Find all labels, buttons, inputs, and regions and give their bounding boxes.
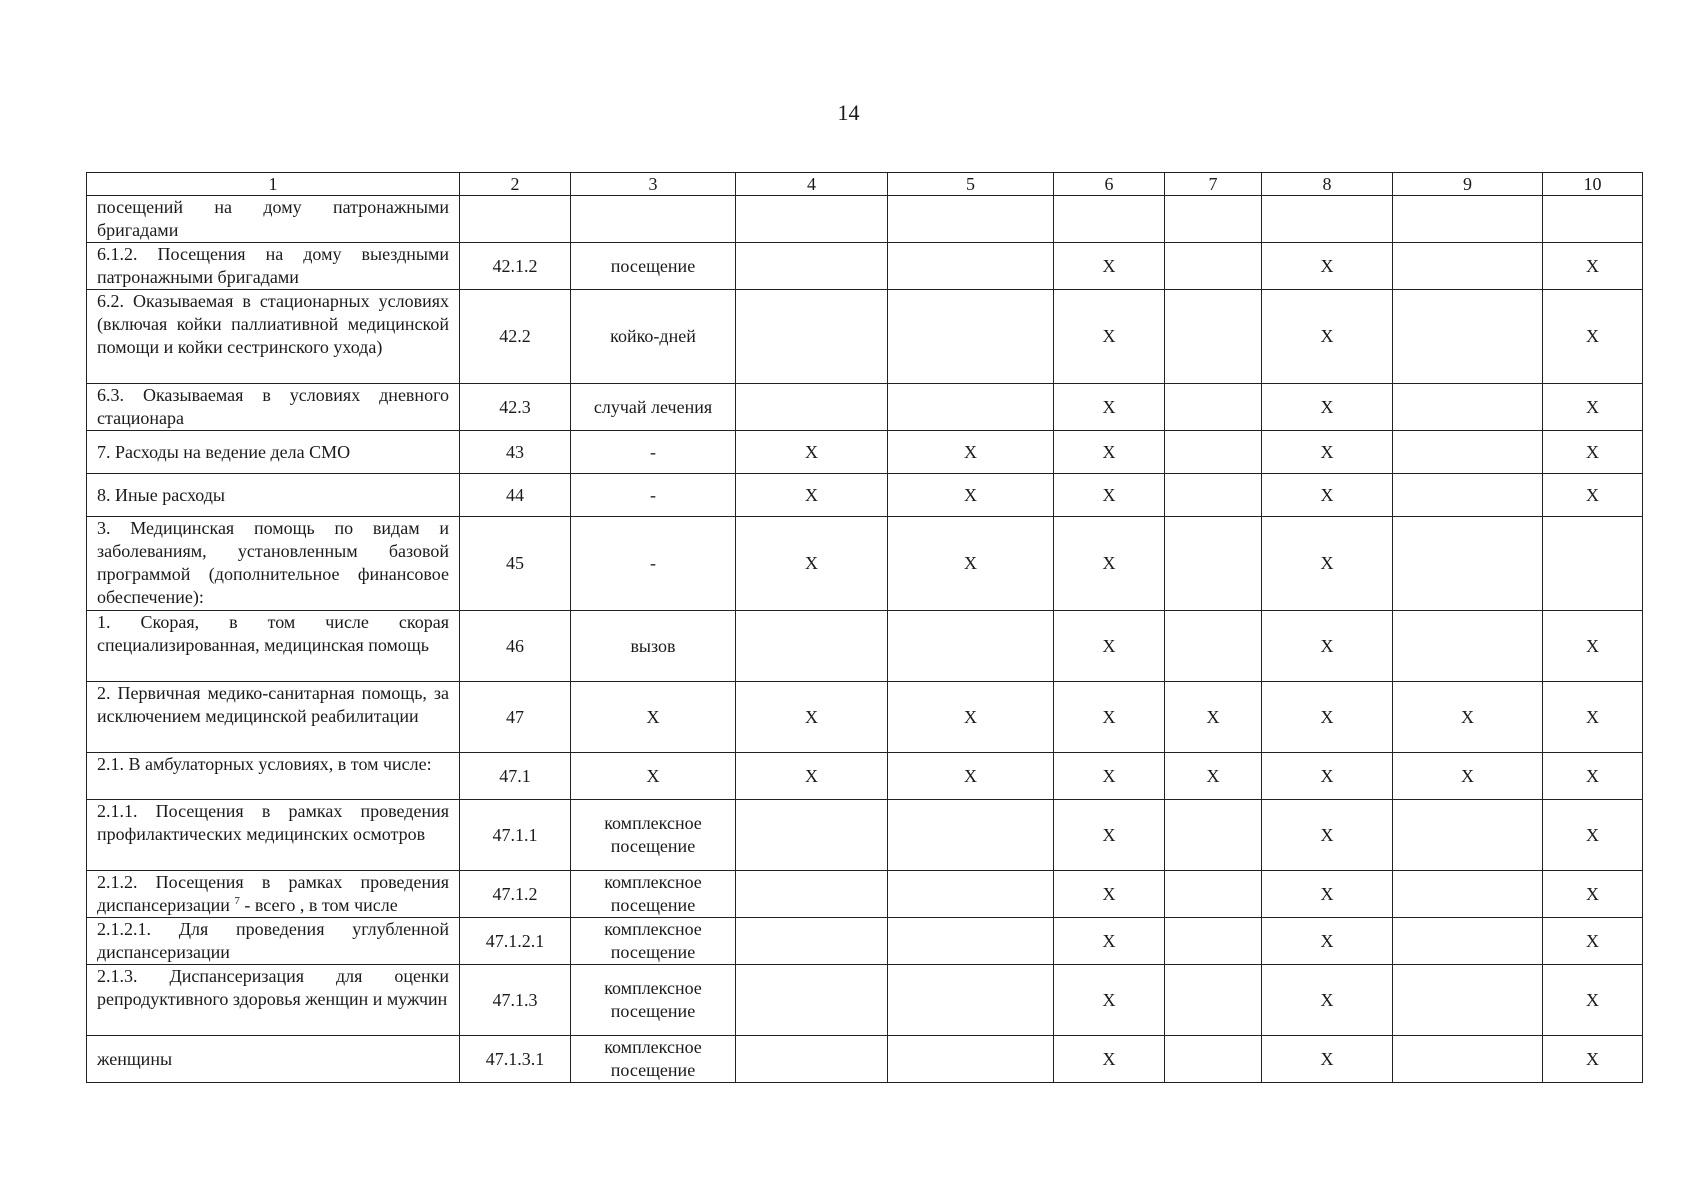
cell-col-6 (1054, 196, 1165, 243)
table-row (87, 243, 1643, 290)
row-code: 47 (460, 682, 571, 753)
row-description-text: 2.1.2. Посещения в рамках проведения диспансеризации (97, 872, 449, 915)
cell-col-9 (1393, 431, 1543, 474)
cell-col-5: Х (888, 753, 1054, 800)
row-unit: Х (571, 682, 736, 753)
cell-col-6: Х (1054, 753, 1165, 800)
row-code: 47.1.3 (460, 965, 571, 1036)
cell-col-7 (1165, 431, 1262, 474)
column-header: 1 (87, 173, 460, 196)
row-description: посещений на дому патронажными бригадами (87, 196, 460, 243)
cell-col-7 (1165, 290, 1262, 384)
cell-col-4: Х (736, 474, 888, 517)
cell-col-6: Х (1054, 918, 1165, 965)
cell-col-6: Х (1054, 290, 1165, 384)
cell-col-4: Х (736, 682, 888, 753)
row-description: 2.1.1. Посещения в рамках проведения профилактических медицинских осмотров (87, 800, 460, 871)
page-number: 14 (837, 100, 860, 125)
cell-col-7: Х (1165, 682, 1262, 753)
cell-col-8: Х (1262, 431, 1393, 474)
cell-col-6: Х (1054, 1036, 1165, 1083)
cell-col-8: Х (1262, 384, 1393, 431)
row-description: 8. Иные расходы (87, 474, 460, 517)
cell-col-5 (888, 871, 1054, 918)
row-code: 47.1.2.1 (460, 918, 571, 965)
cell-col-10: Х (1543, 384, 1643, 431)
column-header: 4 (736, 173, 888, 196)
row-code: 47.1 (460, 753, 571, 800)
cell-col-6: Х (1054, 384, 1165, 431)
cell-col-4: Х (736, 753, 888, 800)
cell-col-8: Х (1262, 290, 1393, 384)
cell-col-7 (1165, 611, 1262, 682)
cell-col-6: Х (1054, 965, 1165, 1036)
cell-col-4 (736, 243, 888, 290)
cell-col-10: Х (1543, 243, 1643, 290)
cell-col-10: Х (1543, 871, 1643, 918)
cell-col-4 (736, 918, 888, 965)
cell-col-5 (888, 1036, 1054, 1083)
cell-col-8: Х (1262, 965, 1393, 1036)
cell-col-4 (736, 384, 888, 431)
row-description: 2. Первичная медико-санитарная помощь, за исключением медицинской реабилитации (87, 682, 460, 753)
cell-col-4 (736, 800, 888, 871)
column-header: 7 (1165, 173, 1262, 196)
cell-col-7 (1165, 1036, 1262, 1083)
table-row (87, 431, 1643, 474)
row-description: 3. Медицинская помощь по видам и заболеваниям, установленным базовой программой (дополнительное финансовое обеспечение): (87, 517, 460, 611)
cell-col-10: Х (1543, 800, 1643, 871)
row-code: 45 (460, 517, 571, 611)
cell-col-10: Х (1543, 474, 1643, 517)
cell-col-7 (1165, 871, 1262, 918)
cell-col-5: Х (888, 474, 1054, 517)
data-table (86, 172, 1643, 1083)
cell-col-5 (888, 965, 1054, 1036)
cell-col-10: Х (1543, 918, 1643, 965)
cell-col-5: Х (888, 517, 1054, 611)
row-description: 1. Скорая, в том числе скорая специализированная, медицинская помощь (87, 611, 460, 682)
cell-col-10: Х (1543, 965, 1643, 1036)
cell-col-7 (1165, 800, 1262, 871)
cell-col-9 (1393, 871, 1543, 918)
cell-col-7 (1165, 196, 1262, 243)
cell-col-7 (1165, 517, 1262, 611)
cell-col-10: Х (1543, 682, 1643, 753)
row-unit (571, 871, 736, 918)
column-header: 10 (1543, 173, 1643, 196)
cell-col-8: Х (1262, 800, 1393, 871)
cell-col-9 (1393, 611, 1543, 682)
row-unit-text: комплексное посещение (604, 813, 702, 856)
table-row (87, 290, 1643, 384)
row-description: 6.1.2. Посещения на дому выездными патронажными бригадами (87, 243, 460, 290)
row-description: 2.1.3. Диспансеризация для оценки репродуктивного здоровья женщин и мужчин (87, 965, 460, 1036)
column-header: 2 (460, 173, 571, 196)
row-unit: - (571, 517, 736, 611)
cell-col-6: Х (1054, 800, 1165, 871)
cell-col-6: Х (1054, 243, 1165, 290)
cell-col-5 (888, 800, 1054, 871)
table-row (87, 871, 1643, 918)
row-unit-text: комплексное посещение (604, 1037, 702, 1080)
row-description: 6.2. Оказываемая в стационарных условиях (включая койки паллиативной медицинской помощи и койки сестринского ухода) (87, 290, 460, 384)
cell-col-5 (888, 290, 1054, 384)
table-row (87, 611, 1643, 682)
row-description: 2.1. В амбулаторных условиях, в том числе: (87, 753, 460, 800)
cell-col-9 (1393, 384, 1543, 431)
cell-col-7 (1165, 243, 1262, 290)
cell-col-10 (1543, 196, 1643, 243)
footnote-marker: 7 (234, 895, 240, 907)
cell-col-8: Х (1262, 243, 1393, 290)
cell-col-4 (736, 290, 888, 384)
cell-col-4 (736, 965, 888, 1036)
column-header: 5 (888, 173, 1054, 196)
row-code: 43 (460, 431, 571, 474)
cell-col-10: Х (1543, 431, 1643, 474)
cell-col-7 (1165, 384, 1262, 431)
row-description: женщины (87, 1036, 460, 1083)
cell-col-10: Х (1543, 1036, 1643, 1083)
table-row (87, 384, 1643, 431)
row-code: 47.1.3.1 (460, 1036, 571, 1083)
table-header-row (87, 173, 1643, 196)
cell-col-6: Х (1054, 431, 1165, 474)
cell-col-9 (1393, 290, 1543, 384)
row-unit (571, 965, 736, 1036)
cell-col-9 (1393, 800, 1543, 871)
cell-col-9 (1393, 517, 1543, 611)
row-unit (571, 1036, 736, 1083)
cell-col-5 (888, 384, 1054, 431)
cell-col-4 (736, 871, 888, 918)
column-header: 9 (1393, 173, 1543, 196)
row-code: 42.1.2 (460, 243, 571, 290)
cell-col-10: Х (1543, 611, 1643, 682)
table-row (87, 682, 1643, 753)
row-code: 46 (460, 611, 571, 682)
row-description: 6.3. Оказываемая в условиях дневного стационара (87, 384, 460, 431)
cell-col-8: Х (1262, 753, 1393, 800)
row-description: 2.1.2.1. Для проведения углубленной диспансеризации (87, 918, 460, 965)
row-unit-text: комплексное посещение (604, 919, 702, 962)
column-header: 3 (571, 173, 736, 196)
cell-col-6: Х (1054, 611, 1165, 682)
cell-col-5: Х (888, 682, 1054, 753)
row-code (460, 196, 571, 243)
row-unit: посещение (571, 243, 736, 290)
cell-col-9 (1393, 918, 1543, 965)
row-unit: - (571, 431, 736, 474)
cell-col-5: Х (888, 431, 1054, 474)
row-unit (571, 918, 736, 965)
table-row (87, 753, 1643, 800)
cell-col-8 (1262, 196, 1393, 243)
cell-col-8: Х (1262, 1036, 1393, 1083)
row-unit: вызов (571, 611, 736, 682)
cell-col-4 (736, 1036, 888, 1083)
cell-col-6: Х (1054, 871, 1165, 918)
cell-col-7 (1165, 918, 1262, 965)
cell-col-6: Х (1054, 682, 1165, 753)
cell-col-9: Х (1393, 682, 1543, 753)
cell-col-7: Х (1165, 753, 1262, 800)
row-unit (571, 800, 736, 871)
cell-col-10 (1543, 517, 1643, 611)
table-row (87, 474, 1643, 517)
column-header: 8 (1262, 173, 1393, 196)
cell-col-4: Х (736, 431, 888, 474)
cell-col-8: Х (1262, 611, 1393, 682)
column-header: 6 (1054, 173, 1165, 196)
cell-col-4 (736, 611, 888, 682)
cell-col-5 (888, 196, 1054, 243)
row-unit: - (571, 474, 736, 517)
row-code: 44 (460, 474, 571, 517)
row-unit: Х (571, 753, 736, 800)
row-code: 42.2 (460, 290, 571, 384)
table-row (87, 965, 1643, 1036)
row-unit: койко-дней (571, 290, 736, 384)
cell-col-8: Х (1262, 474, 1393, 517)
cell-col-9: Х (1393, 753, 1543, 800)
cell-col-5 (888, 243, 1054, 290)
row-description-text-continued: - всего , в том числе (239, 895, 398, 915)
table-row (87, 1036, 1643, 1083)
cell-col-5 (888, 611, 1054, 682)
cell-col-9 (1393, 965, 1543, 1036)
row-unit: случай лечения (571, 384, 736, 431)
cell-col-9 (1393, 1036, 1543, 1083)
row-code: 42.3 (460, 384, 571, 431)
row-description: 7. Расходы на ведение дела СМО (87, 431, 460, 474)
cell-col-7 (1165, 474, 1262, 517)
row-code: 47.1.2 (460, 871, 571, 918)
table-row (87, 918, 1643, 965)
row-description (87, 871, 460, 918)
table-row (87, 196, 1643, 243)
cell-col-10: Х (1543, 753, 1643, 800)
table-row (87, 517, 1643, 611)
cell-col-8: Х (1262, 517, 1393, 611)
cell-col-5 (888, 918, 1054, 965)
row-code: 47.1.1 (460, 800, 571, 871)
row-unit (571, 196, 736, 243)
cell-col-8: Х (1262, 871, 1393, 918)
cell-col-6: Х (1054, 474, 1165, 517)
row-unit-text: комплексное посещение (604, 872, 702, 915)
row-unit-text: комплексное посещение (604, 978, 702, 1021)
cell-col-4 (736, 196, 888, 243)
cell-col-7 (1165, 965, 1262, 1036)
cell-col-8: Х (1262, 682, 1393, 753)
cell-col-10: Х (1543, 290, 1643, 384)
cell-col-9 (1393, 474, 1543, 517)
cell-col-9 (1393, 196, 1543, 243)
cell-col-9 (1393, 243, 1543, 290)
table-row (87, 800, 1643, 871)
cell-col-4: Х (736, 517, 888, 611)
cell-col-8: Х (1262, 918, 1393, 965)
cell-col-6: Х (1054, 517, 1165, 611)
